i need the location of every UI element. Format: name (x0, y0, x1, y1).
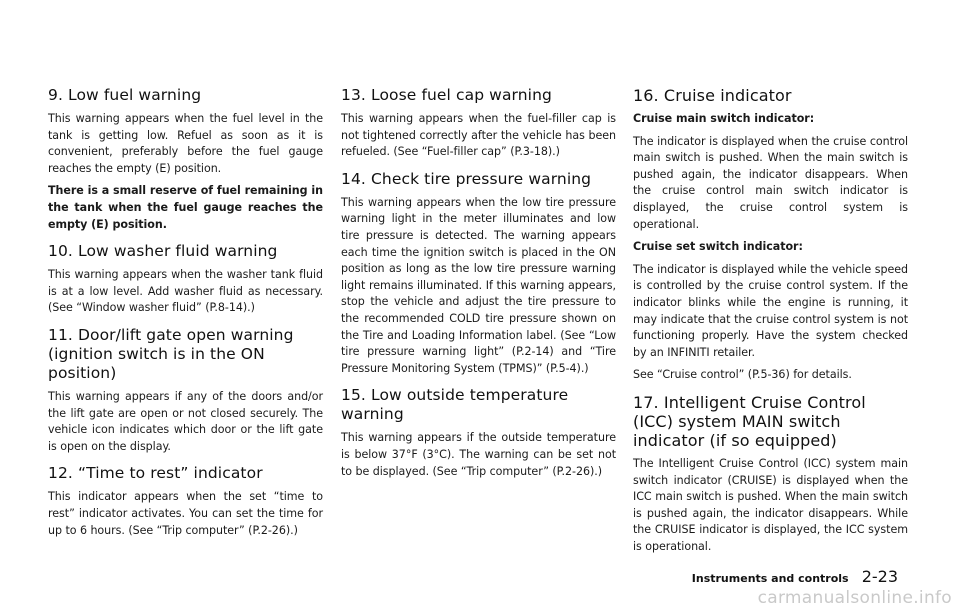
section-cruise-indicator (633, 86, 908, 384)
paragraph: This warning appears if any of the doors and/or the lift gate are open or not closed securely. The vehicle icon indicates which door or the lift gate is open on the display. (48, 389, 323, 453)
heading-time-to-rest: 12. “Time to rest” indicator (48, 464, 263, 483)
paragraph: This warning appears if the outside temperature is below 37°F (3°C). The warning can be set not to be displayed. (See “Trip computer” (P.2-26).) (341, 431, 616, 478)
column-1 (48, 86, 323, 548)
paragraph: See “Cruise control” (P.5-36) for details. (633, 368, 852, 382)
heading-check-tire-pressure: 14. Check tire pressure warning (341, 169, 592, 188)
heading-low-outside-temperature: 15. Low outside temperature warning (341, 386, 569, 424)
paragraph: This warning appears when the fuel-filler cap is not tightened correctly after the vehicle has been refueled. (See “Fuel-filler cap” (P.3-18).) (341, 112, 616, 159)
subheading-set-switch: Cruise set switch indicator: (633, 240, 803, 254)
column-2 (341, 86, 616, 489)
watermark: carmanualsonline.info (757, 588, 952, 608)
column-3 (633, 86, 908, 564)
paragraph: This warning appears when the low tire pressure warning light in the meter illuminates and low tire pressure is detected. The warning appears each time the ignition switch is placed in the ON position as long as the low tire pressure warning light remains illuminated. If this warning appears, stop the vehicle and adjust the tire pressure to the recommended COLD tire pressure shown on the Tire and Loading Information label. (See “Low tire pressure warning light” (P.2-14) and “Tire Pressure Monitoring System (TPMS)” (P.5-4).) (341, 195, 616, 375)
subheading-main-switch: Cruise main switch indicator: (633, 112, 815, 125)
paragraph: The indicator is displayed when the cruise control main switch is pushed. When the main switch is pushed again, the indicator disappears. When the cruise control main switch indicator is displayed, the cruise control system is operational. (633, 134, 908, 231)
heading-cruise-indicator: 16. Cruise indicator (633, 86, 792, 105)
paragraph: This warning appears when the fuel level in the tank is getting low. Refuel as soon as it is convenient, preferably before the fuel gauge reaches the empty (E) position. (48, 112, 323, 175)
section-low-washer-fluid-warning (48, 242, 323, 317)
heading-low-washer-fluid-warning: 10. Low washer fluid warning (48, 242, 278, 261)
section-loose-fuel-cap (341, 86, 616, 161)
bold-note: There is a small reserve of fuel remaining in the tank when the fuel gauge reaches the empty (E) position. (48, 184, 323, 231)
paragraph: The Intelligent Cruise Control (ICC) system main switch indicator (CRUISE) is displayed when the ICC main switch is pushed. When the main switch is pushed again, the indicator disappears. While the CRUISE indicator is displayed, the ICC system is operational. (633, 456, 908, 553)
paragraph: This indicator appears when the set “time to rest” indicator activates. You can set the time for up to 6 hours. (See “Trip computer” (P.2-26).) (48, 490, 323, 537)
heading-low-fuel-warning: 9. Low fuel warning (48, 86, 202, 104)
section-icc-main-switch (633, 393, 908, 556)
section-low-outside-temperature (341, 386, 616, 480)
page-footer (692, 567, 898, 586)
page-number: 2-23 (861, 567, 898, 586)
heading-door-open-warning: 11. Door/lift gate open warning (ignition switch is in the ON position) (48, 325, 294, 382)
section-low-fuel-warning (48, 86, 323, 233)
section-door-open-warning (48, 326, 323, 455)
section-time-to-rest (48, 464, 323, 539)
heading-icc-main-switch: 17. Intelligent Cruise Control (ICC) system MAIN switch indicator (if so equipped) (633, 392, 866, 450)
paragraph: This warning appears when the washer tank fluid is at a low level. Add washer fluid as necessary. (See “Window washer fluid” (P.8-14).) (48, 268, 323, 315)
section-check-tire-pressure (341, 170, 616, 378)
footer-section-title: Instruments and controls (691, 572, 849, 585)
paragraph: The indicator is displayed while the vehicle speed is controlled by the cruise control system. If the indicator blinks while the engine is running, it may indicate that the cruise control system is not functioning properly. Have the system checked by an INFINITI retailer. (633, 262, 908, 359)
heading-loose-fuel-cap: 13. Loose fuel cap warning (341, 86, 552, 104)
